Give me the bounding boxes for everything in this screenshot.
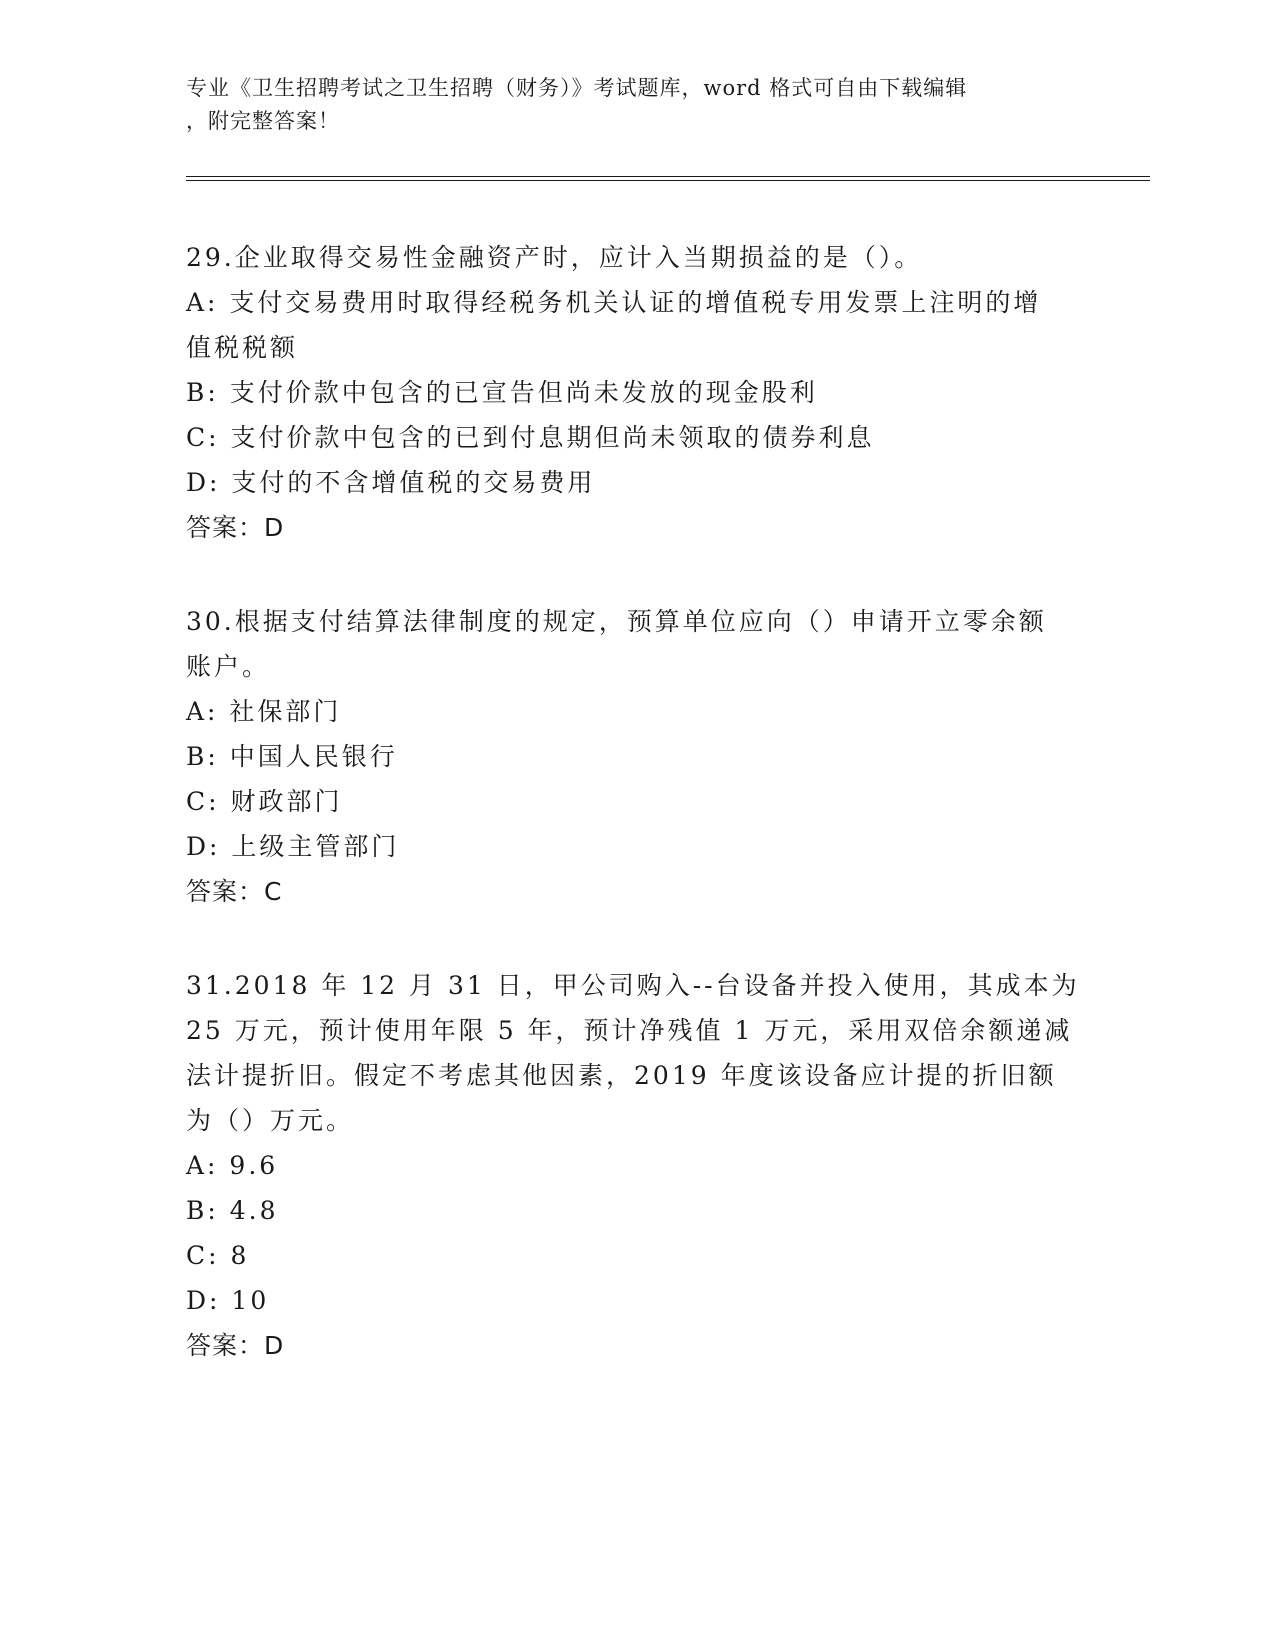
option-c: C: 8 <box>186 1241 250 1270</box>
option-a: A: 社保部门 <box>186 697 342 726</box>
question-stem-continued: 法计提折旧。假定不考虑其他因素，2019 年度该设备应计提的折旧额 <box>186 1061 1057 1090</box>
question-31 <box>186 963 1086 1368</box>
option-b: B: 4.8 <box>186 1196 279 1225</box>
option-b: B: 支付价款中包含的已宣告但尚未发放的现金股利 <box>186 378 818 407</box>
question-29 <box>186 235 1086 550</box>
question-stem-continued: 为（）万元。 <box>186 1106 355 1135</box>
option-c: C: 支付价款中包含的已到付息期但尚未领取的债券利息 <box>186 423 875 452</box>
question-list <box>186 235 1086 1417</box>
question-stem: 31.2018 年 12 月 31 日，甲公司购入--台设备并投入使用，其成本为 <box>186 971 1080 1000</box>
answer: 答案：D <box>186 1331 285 1360</box>
option-d: D: 10 <box>186 1286 270 1315</box>
option-a-continued: 值税税额 <box>186 333 299 362</box>
option-d: D: 支付的不含增值税的交易费用 <box>186 468 596 497</box>
question-stem: 30.根据支付结算法律制度的规定，预算单位应向（）申请开立零余额 <box>186 607 1047 636</box>
answer: 答案：D <box>186 513 285 542</box>
option-d: D: 上级主管部门 <box>186 832 400 861</box>
option-a: A: 9.6 <box>186 1151 279 1180</box>
question-stem-continued: 25 万元，预计使用年限 5 年，预计净残值 1 万元，采用双倍余额递减 <box>186 1016 1073 1045</box>
option-a: A: 支付交易费用时取得经税务机关认证的增值税专用发票上注明的增 <box>186 288 1042 317</box>
document-header <box>186 72 1066 138</box>
option-b: B: 中国人民银行 <box>186 742 398 771</box>
question-stem-continued: 账户。 <box>186 652 271 681</box>
option-c: C: 财政部门 <box>186 787 343 816</box>
answer: 答案：C <box>186 877 283 906</box>
header-divider <box>186 176 1150 181</box>
header-line-1: 专业《卫生招聘考试之卫生招聘（财务）》考试题库，word 格式可自由下载编辑 <box>186 76 968 100</box>
question-30 <box>186 599 1086 914</box>
question-stem: 29.企业取得交易性金融资产时，应计入当期损益的是（）。 <box>186 243 923 272</box>
header-line-2: ，附完整答案！ <box>186 109 340 133</box>
